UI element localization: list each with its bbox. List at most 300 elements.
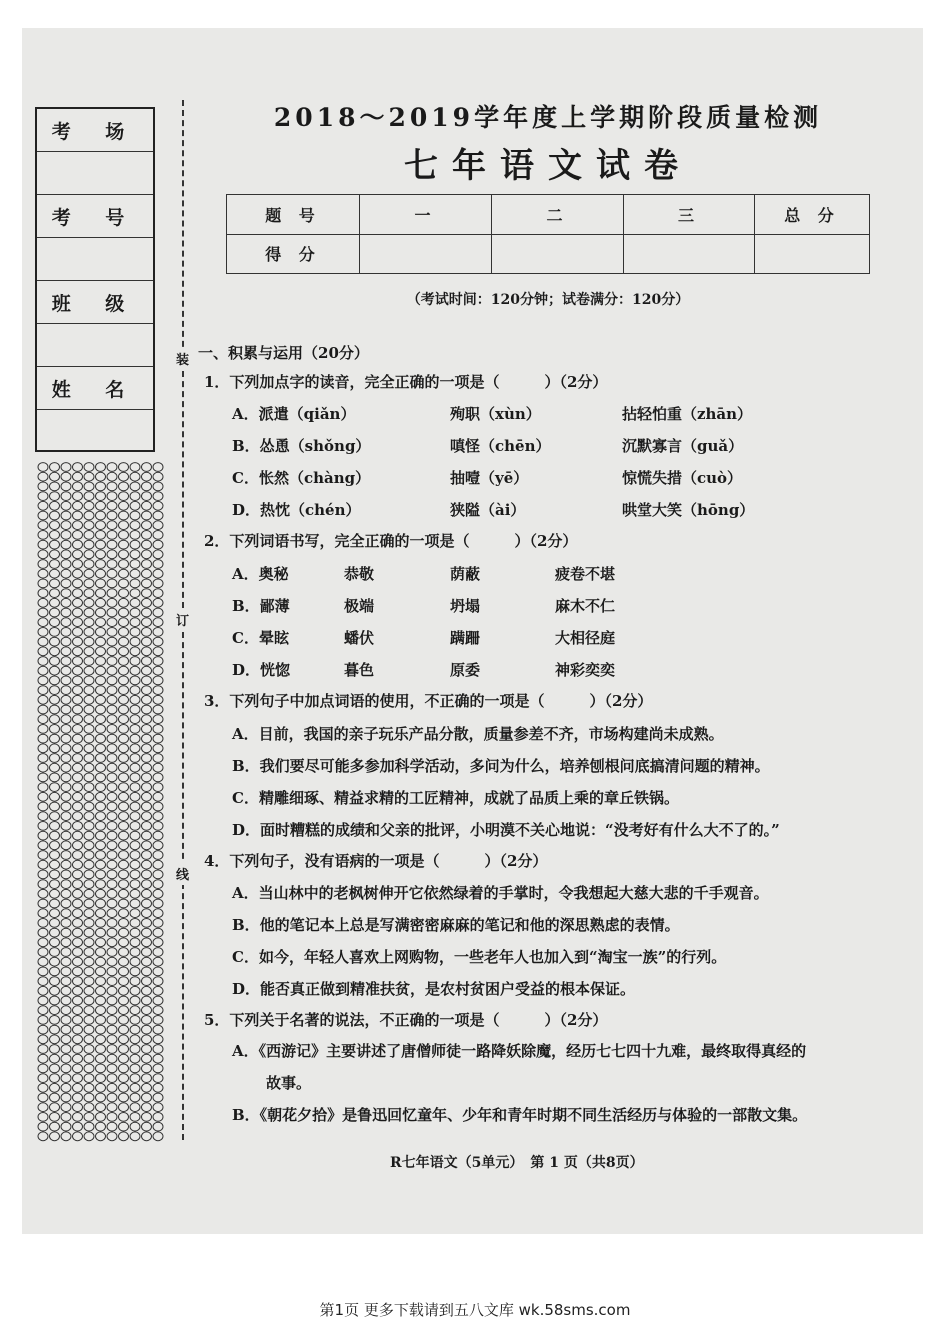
answer-bubble (84, 589, 94, 598)
student-info-box (35, 107, 155, 452)
answer-bubble (119, 1103, 129, 1112)
answer-bubble (84, 1083, 94, 1092)
answer-bubble (153, 1093, 163, 1102)
answer-bubble (96, 919, 106, 928)
answer-bubble (50, 773, 60, 782)
answer-bubble (153, 550, 163, 559)
answer-bubble (96, 938, 106, 947)
answer-bubble (130, 1064, 140, 1073)
answer-bubble (50, 880, 60, 889)
answer-bubble (38, 686, 48, 695)
answer-bubble (119, 948, 129, 957)
answer-bubble (153, 482, 163, 491)
answer-bubble (73, 492, 83, 501)
answer-bubble (73, 1025, 83, 1034)
answer-bubble (84, 880, 94, 889)
answer-bubble (84, 763, 94, 772)
answer-bubble (38, 996, 48, 1005)
answer-bubble (119, 598, 129, 607)
answer-bubble (50, 822, 60, 831)
answer-bubble (130, 1054, 140, 1063)
answer-bubble (119, 1025, 129, 1034)
answer-bubble (107, 977, 117, 986)
answer-bubble (38, 715, 48, 724)
answer-bubble (84, 928, 94, 937)
answer-bubble (107, 637, 117, 646)
answer-bubble (142, 1103, 152, 1112)
answer-bubble (73, 657, 83, 666)
answer-bubble (153, 492, 163, 501)
answer-bubble (142, 977, 152, 986)
answer-bubble (107, 1035, 117, 1044)
answer-bubble (142, 1064, 152, 1073)
answer-bubble (142, 754, 152, 763)
answer-bubble (50, 472, 60, 481)
bubble-svg (37, 462, 167, 1142)
answer-bubble (130, 889, 140, 898)
answer-bubble (96, 647, 106, 656)
answer-bubble (38, 1122, 48, 1131)
answer-bubble (130, 734, 140, 743)
answer-bubble (50, 531, 60, 540)
answer-bubble (153, 831, 163, 840)
answer-bubble (84, 919, 94, 928)
answer-bubble (84, 715, 94, 724)
answer-bubble (142, 492, 152, 501)
answer-bubble (61, 550, 71, 559)
answer-bubble (107, 550, 117, 559)
answer-bubble (142, 686, 152, 695)
answer-bubble (61, 666, 71, 675)
answer-bubble (142, 637, 152, 646)
answer-bubble (130, 569, 140, 578)
answer-bubble (107, 909, 117, 918)
answer-bubble (153, 880, 163, 889)
answer-bubble (84, 550, 94, 559)
answer-bubble (50, 618, 60, 627)
answer-bubble (119, 540, 129, 549)
answer-bubble (96, 744, 106, 753)
answer-bubble (50, 560, 60, 569)
answer-bubble (153, 579, 163, 588)
answer-bubble (142, 705, 152, 714)
answer-bubble (50, 860, 60, 869)
q4-option-b: B．他的笔记本上总是写满密密麻麻的笔记和他的深思熟虑的表情。 (232, 916, 680, 934)
answer-bubble (38, 754, 48, 763)
answer-bubble (130, 579, 140, 588)
answer-bubble (73, 783, 83, 792)
answer-bubble (119, 1016, 129, 1025)
answer-bubble (84, 579, 94, 588)
answer-bubble (119, 928, 129, 937)
binding-label-ding: 订 (176, 608, 189, 631)
answer-bubble (96, 831, 106, 840)
score-table-row (227, 234, 870, 274)
answer-bubble (84, 666, 94, 675)
answer-bubble (73, 608, 83, 617)
answer-bubble (61, 598, 71, 607)
answer-bubble (84, 560, 94, 569)
answer-bubble (153, 1025, 163, 1034)
answer-bubble (50, 705, 60, 714)
answer-bubble (84, 705, 94, 714)
answer-bubble (107, 928, 117, 937)
answer-bubble (96, 870, 106, 879)
answer-bubble (50, 725, 60, 734)
answer-bubble (50, 1103, 60, 1112)
answer-bubble (38, 957, 48, 966)
answer-bubble (61, 647, 71, 656)
answer-bubble (130, 899, 140, 908)
answer-bubble (61, 899, 71, 908)
answer-bubble (153, 521, 163, 530)
answer-bubble (130, 812, 140, 821)
score-cell (492, 234, 624, 274)
answer-bubble (38, 598, 48, 607)
answer-bubble (142, 531, 152, 540)
answer-bubble (96, 1074, 106, 1083)
answer-bubble (73, 1083, 83, 1092)
q2-option-b-3: 坍塌 (450, 597, 481, 615)
answer-bubble (130, 647, 140, 656)
answer-bubble (119, 977, 129, 986)
answer-bubble (61, 1045, 71, 1054)
answer-bubble (38, 831, 48, 840)
answer-bubble (107, 792, 117, 801)
answer-bubble (84, 1006, 94, 1015)
answer-bubble (96, 928, 106, 937)
answer-bubble (84, 725, 94, 734)
answer-bubble (38, 569, 48, 578)
answer-bubble (130, 1035, 140, 1044)
answer-bubble (130, 919, 140, 928)
answer-bubble (73, 540, 83, 549)
answer-bubble (96, 754, 106, 763)
answer-bubble (130, 1083, 140, 1092)
q2-option-b-2: 极端 (344, 597, 375, 615)
answer-bubble (84, 792, 94, 801)
answer-bubble (96, 1006, 106, 1015)
answer-bubble (96, 1122, 106, 1131)
answer-bubble (73, 579, 83, 588)
answer-bubble (107, 618, 117, 627)
answer-bubble (61, 492, 71, 501)
answer-bubble (153, 1054, 163, 1063)
answer-bubble (142, 880, 152, 889)
answer-bubble (61, 986, 71, 995)
answer-bubble (73, 676, 83, 685)
answer-bubble (107, 938, 117, 947)
answer-bubble (142, 725, 152, 734)
answer-bubble (38, 1064, 48, 1073)
answer-bubble (61, 472, 71, 481)
answer-bubble (84, 773, 94, 782)
answer-bubble (107, 725, 117, 734)
answer-bubble (142, 472, 152, 481)
answer-bubble (38, 1045, 48, 1054)
answer-bubble (142, 628, 152, 637)
answer-bubble (130, 637, 140, 646)
answer-bubble (61, 463, 71, 472)
answer-bubble (142, 1122, 152, 1131)
answer-bubble (130, 967, 140, 976)
answer-bubble (50, 1064, 60, 1073)
answer-bubble (142, 501, 152, 510)
answer-bubble (119, 831, 129, 840)
answer-bubble (38, 889, 48, 898)
answer-bubble (96, 492, 106, 501)
answer-bubble (142, 1025, 152, 1034)
answer-bubble (73, 744, 83, 753)
answer-bubble (119, 725, 129, 734)
answer-bubble (153, 841, 163, 850)
answer-bubble (142, 1016, 152, 1025)
answer-bubble (153, 618, 163, 627)
answer-bubble (50, 909, 60, 918)
answer-bubble (73, 986, 83, 995)
answer-bubble (107, 492, 117, 501)
q1-option-b-3: 沉默寡言（guǎ） (622, 437, 744, 455)
answer-bubble (61, 1054, 71, 1063)
answer-bubble (130, 802, 140, 811)
answer-bubble (61, 870, 71, 879)
answer-bubble (84, 1122, 94, 1131)
answer-bubble (119, 967, 129, 976)
answer-bubble (153, 657, 163, 666)
answer-bubble (107, 647, 117, 656)
score-header-cell: 三 (624, 195, 755, 235)
answer-bubble (153, 1006, 163, 1015)
answer-bubble (130, 986, 140, 995)
answer-bubble (96, 1025, 106, 1034)
answer-bubble (96, 618, 106, 627)
answer-bubble (84, 860, 94, 869)
answer-bubble (38, 531, 48, 540)
answer-bubble (142, 550, 152, 559)
answer-bubble (38, 851, 48, 860)
answer-bubble (153, 715, 163, 724)
answer-bubble (96, 957, 106, 966)
answer-bubble (142, 957, 152, 966)
answer-bubble (130, 492, 140, 501)
answer-bubble (153, 986, 163, 995)
binding-label-zhuang: 装 (176, 347, 189, 370)
score-label-cell: 得 分 (227, 234, 360, 274)
answer-bubble (61, 734, 71, 743)
answer-bubble (61, 822, 71, 831)
answer-bubble (96, 715, 106, 724)
answer-bubble (96, 1093, 106, 1102)
answer-bubble (130, 860, 140, 869)
answer-bubble (73, 909, 83, 918)
answer-bubble (96, 1132, 106, 1141)
score-header-cell: 一 (360, 195, 492, 235)
answer-bubble (96, 628, 106, 637)
answer-bubble (107, 919, 117, 928)
answer-bubble (107, 889, 117, 898)
answer-bubble (107, 802, 117, 811)
answer-bubble (73, 1006, 83, 1015)
answer-bubble (38, 647, 48, 656)
answer-bubble (61, 1025, 71, 1034)
answer-bubble (61, 860, 71, 869)
answer-bubble (84, 1074, 94, 1083)
answer-bubble (153, 1113, 163, 1122)
answer-bubble (119, 773, 129, 782)
answer-bubble (50, 744, 60, 753)
answer-bubble (142, 560, 152, 569)
answer-bubble (142, 598, 152, 607)
answer-bubble (96, 802, 106, 811)
answer-bubble (96, 792, 106, 801)
answer-bubble (61, 919, 71, 928)
answer-bubble (153, 686, 163, 695)
exam-room-field (37, 152, 153, 195)
section-heading: 一、积累与运用（20分） (198, 344, 369, 362)
answer-bubble (73, 695, 83, 704)
answer-bubble (130, 598, 140, 607)
answer-bubble (107, 540, 117, 549)
answer-bubble (153, 1045, 163, 1054)
answer-bubble (119, 860, 129, 869)
answer-bubble (119, 676, 129, 685)
answer-bubble (107, 1054, 117, 1063)
question-2-stem: 2．下列词语书写，完全正确的一项是（ ）（2分） (204, 532, 578, 550)
answer-bubble (50, 695, 60, 704)
binding-label-xian: 线 (176, 862, 189, 885)
answer-bubble (119, 569, 129, 578)
question-4-stem: 4．下列句子，没有语病的一项是（ ）（2分） (204, 852, 548, 870)
answer-bubble (130, 725, 140, 734)
exam-number-field (37, 238, 153, 281)
q2-option-b-1: B．鄙薄 (232, 597, 290, 615)
answer-bubble (153, 647, 163, 656)
exam-title: 2018～2019学年度上学期阶段质量检测 (273, 103, 823, 132)
score-header-cell: 二 (492, 195, 624, 235)
score-cell (624, 234, 755, 274)
answer-bubble (142, 579, 152, 588)
answer-bubble (84, 744, 94, 753)
answer-bubble (107, 773, 117, 782)
answer-bubble (153, 948, 163, 957)
answer-bubble (153, 725, 163, 734)
answer-bubble (50, 889, 60, 898)
answer-bubble (119, 608, 129, 617)
answer-bubble (73, 870, 83, 879)
answer-bubble (84, 531, 94, 540)
exam-room-label: 考 场 (37, 109, 153, 152)
answer-bubble (142, 569, 152, 578)
answer-bubble (38, 783, 48, 792)
answer-bubble (84, 463, 94, 472)
answer-bubble (38, 666, 48, 675)
answer-bubble (73, 763, 83, 772)
answer-bubble (107, 569, 117, 578)
answer-bubble (96, 666, 106, 675)
answer-bubble (61, 802, 71, 811)
answer-bubble (107, 1045, 117, 1054)
answer-bubble (130, 686, 140, 695)
answer-bubble (142, 1006, 152, 1015)
answer-bubble (38, 618, 48, 627)
answer-bubble (119, 666, 129, 675)
answer-bubble (107, 763, 117, 772)
answer-bubble (119, 1045, 129, 1054)
score-table (226, 194, 870, 274)
answer-bubble (96, 841, 106, 850)
answer-bubble (84, 1025, 94, 1034)
answer-bubble (119, 1035, 129, 1044)
answer-bubble (130, 948, 140, 957)
answer-bubble (107, 608, 117, 617)
answer-bubble (142, 657, 152, 666)
answer-bubble (107, 754, 117, 763)
answer-bubble (130, 705, 140, 714)
answer-bubble (96, 531, 106, 540)
answer-bubble (96, 1054, 106, 1063)
answer-bubble (38, 1035, 48, 1044)
answer-bubble (96, 1045, 106, 1054)
answer-bubble (153, 695, 163, 704)
answer-bubble (142, 1045, 152, 1054)
answer-bubble (153, 870, 163, 879)
answer-bubble (73, 637, 83, 646)
answer-bubble (73, 822, 83, 831)
q2-option-a-4: 疲卷不堪 (555, 565, 616, 583)
answer-bubble (130, 715, 140, 724)
q5-option-a-continued: 故事。 (266, 1074, 312, 1092)
score-table-row (227, 195, 870, 235)
answer-bubble (38, 695, 48, 704)
answer-bubble (96, 472, 106, 481)
answer-bubble (73, 860, 83, 869)
answer-bubble (38, 860, 48, 869)
answer-bubble (96, 851, 106, 860)
answer-bubble (153, 783, 163, 792)
q2-option-a-3: 荫蔽 (450, 565, 481, 583)
answer-bubble (73, 531, 83, 540)
q1-option-c-2: 抽噎（yē） (450, 469, 529, 487)
answer-bubble (142, 899, 152, 908)
answer-bubble (50, 686, 60, 695)
answer-bubble (153, 540, 163, 549)
answer-bubble (96, 986, 106, 995)
answer-bubble (142, 870, 152, 879)
answer-bubble (119, 560, 129, 569)
answer-bubble (61, 637, 71, 646)
answer-bubble (50, 986, 60, 995)
answer-bubble (61, 1083, 71, 1092)
question-1-stem: 1．下列加点字的读音，完全正确的一项是（ ）（2分） (204, 373, 608, 391)
answer-bubble (142, 666, 152, 675)
answer-bubble (130, 977, 140, 986)
answer-bubble (153, 919, 163, 928)
answer-bubble (73, 938, 83, 947)
q4-option-c: C．如今，年轻人喜欢上网购物，一些老年人也加入到“淘宝一族”的行列。 (232, 948, 727, 966)
answer-bubble (119, 492, 129, 501)
answer-bubble (38, 1093, 48, 1102)
answer-bubble (130, 550, 140, 559)
answer-bubble (153, 531, 163, 540)
answer-bubble (107, 463, 117, 472)
answer-bubble (61, 618, 71, 627)
answer-bubble (153, 666, 163, 675)
q3-option-b: B．我们要尽可能多参加科学活动，多问为什么，培养刨根问底搞清问题的精神。 (232, 757, 770, 775)
answer-bubble (107, 501, 117, 510)
answer-bubble (96, 676, 106, 685)
answer-bubble (84, 783, 94, 792)
answer-bubble (153, 851, 163, 860)
